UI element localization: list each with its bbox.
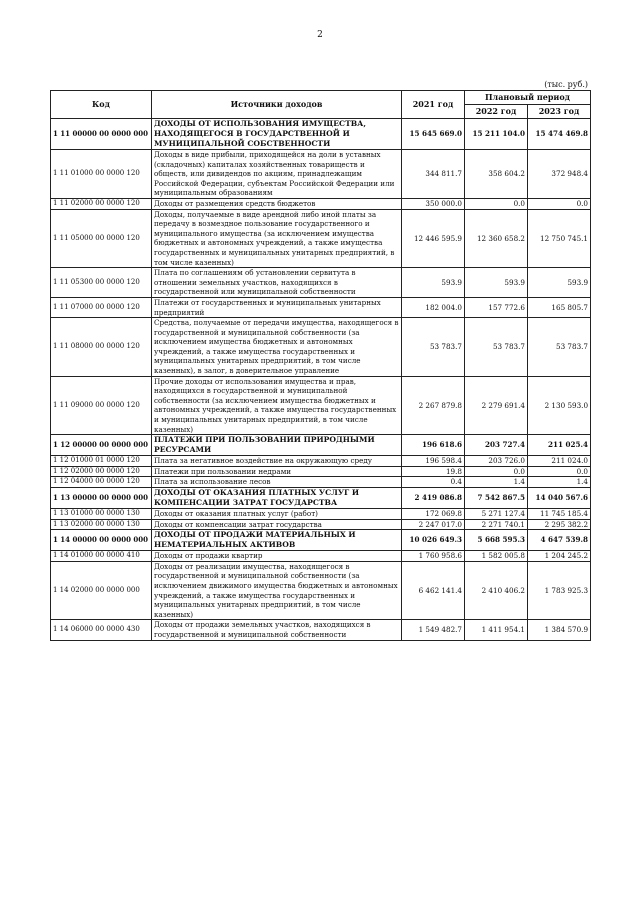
row-code: 1 11 00000 00 0000 000: [51, 119, 152, 150]
row-source: ДОХОДЫ ОТ ПРОДАЖИ МАТЕРИАЛЬНЫХ И НЕМАТЕРИАЛЬНЫХ АКТИВОВ: [152, 530, 402, 551]
row-source: Доходы от размещения средств бюджетов: [152, 198, 402, 209]
row-value-2021: 6 462 141.4: [402, 561, 465, 620]
row-value-2021: 196 598.4: [402, 456, 465, 467]
row-value-2023: 593.9: [528, 268, 591, 298]
header-2023: 2023 год: [528, 105, 591, 119]
row-value-2023: 1 783 925.3: [528, 561, 591, 620]
row-value-2021: 172 069.8: [402, 509, 465, 520]
table-row: [51, 620, 591, 640]
row-value-2023: 12 750 745.1: [528, 209, 591, 268]
row-value-2023: 1.4: [528, 477, 591, 488]
row-code: 1 11 09000 00 0000 120: [51, 376, 152, 435]
header-planned-period: Плановый период: [465, 91, 591, 105]
row-value-2022: 593.9: [465, 268, 528, 298]
row-value-2023: 4 647 539.8: [528, 530, 591, 551]
row-code: 1 11 08000 00 0000 120: [51, 318, 152, 377]
row-source: Доходы в виде прибыли, приходящейся на доли в уставных (складочных) капиталах хозяйственных товариществ и обществ, или дивидендов по акциям, принадлежащим Российской Федерации, субъектам Российской Федерации или муниципальным образованиям: [152, 150, 402, 199]
row-source: Плата за негативное воздействие на окружающую среду: [152, 456, 402, 467]
row-value-2021: 19.8: [402, 466, 465, 477]
row-source: Доходы от реализации имущества, находящегося в государственной и муниципальной собственности (за исключением движимого имущества бюджетных и автономных учреждений, а также имущества государственных и муниципальных унитарных предприятий, в том числе казенных): [152, 561, 402, 620]
row-value-2022: 203 726.0: [465, 456, 528, 467]
row-code: 1 12 00000 00 0000 000: [51, 435, 152, 456]
row-value-2022: 12 360 658.2: [465, 209, 528, 268]
table-header: [51, 91, 591, 119]
row-source: Прочие доходы от использования имущества и прав, находящихся в государственной и муниципальной собственности (за исключением имущества бюджетных и автономных учреждений, а также имущества государственных и муниципальных унитарных предприятий, в том числе казенных): [152, 376, 402, 435]
table-row: [51, 477, 591, 488]
row-value-2021: 2 419 086.8: [402, 488, 465, 509]
row-value-2023: 2 295 382.2: [528, 519, 591, 530]
row-value-2022: 358 604.2: [465, 150, 528, 199]
table-row: [51, 150, 591, 199]
row-source: Доходы от оказания платных услуг (работ): [152, 509, 402, 520]
row-code: 1 11 02000 00 0000 120: [51, 198, 152, 209]
row-source: ДОХОДЫ ОТ ИСПОЛЬЗОВАНИЯ ИМУЩЕСТВА, НАХОДЯЩЕГОСЯ В ГОСУДАРСТВЕННОЙ И МУНИЦИПАЛЬНОЙ СОБСТВЕННОСТИ: [152, 119, 402, 150]
row-source: Доходы от продажи земельных участков, находящихся в государственной и муниципальной собственности: [152, 620, 402, 640]
row-value-2021: 1 760 958.6: [402, 551, 465, 562]
row-code: 1 11 01000 00 0000 120: [51, 150, 152, 199]
row-value-2022: 5 271 127.4: [465, 509, 528, 520]
row-code: 1 11 07000 00 0000 120: [51, 297, 152, 317]
row-value-2023: 0.0: [528, 466, 591, 477]
row-code: 1 13 00000 00 0000 000: [51, 488, 152, 509]
row-code: 1 13 02000 00 0000 130: [51, 519, 152, 530]
row-value-2022: 2 410 406.2: [465, 561, 528, 620]
table-section-row: [51, 530, 591, 551]
row-value-2023: 0.0: [528, 198, 591, 209]
row-value-2022: 1.4: [465, 477, 528, 488]
units-note: (тыс. руб.): [544, 80, 588, 89]
table-row: [51, 198, 591, 209]
row-value-2021: 0.4: [402, 477, 465, 488]
table-row: [51, 509, 591, 520]
row-value-2021: 2 247 017.0: [402, 519, 465, 530]
table-section-row: [51, 488, 591, 509]
table-row: [51, 376, 591, 435]
row-value-2022: 0.0: [465, 198, 528, 209]
header-code: Код: [51, 91, 152, 119]
row-value-2021: 182 004.0: [402, 297, 465, 317]
row-code: 1 11 05000 00 0000 120: [51, 209, 152, 268]
row-source: Платежи от государственных и муниципальных унитарных предприятий: [152, 297, 402, 317]
row-code: 1 14 01000 00 0000 410: [51, 551, 152, 562]
row-code: 1 11 05300 00 0000 120: [51, 268, 152, 298]
table-row: [51, 561, 591, 620]
row-value-2023: 211 024.0: [528, 456, 591, 467]
table-row: [51, 519, 591, 530]
row-code: 1 12 02000 00 0000 120: [51, 466, 152, 477]
header-source: Источники доходов: [152, 91, 402, 119]
row-code: 1 14 06000 00 0000 430: [51, 620, 152, 640]
row-value-2023: 11 745 185.4: [528, 509, 591, 520]
table-row: [51, 209, 591, 268]
row-value-2022: 1 582 005.8: [465, 551, 528, 562]
row-value-2022: 53 783.7: [465, 318, 528, 377]
table-section-row: [51, 119, 591, 150]
row-code: 1 14 02000 00 0000 000: [51, 561, 152, 620]
page-number: 2: [317, 30, 323, 40]
row-code: 1 12 04000 00 0000 120: [51, 477, 152, 488]
row-value-2023: 14 040 567.6: [528, 488, 591, 509]
row-value-2021: 350 000.0: [402, 198, 465, 209]
row-source: Доходы, получаемые в виде арендной либо иной платы за передачу в возмездное пользование государственного и муниципального имущества (за исключением имущества бюджетных и автономных учреждений, а также имущества государственных и муниципальных унитарных предприятий, в том числе казенных): [152, 209, 402, 268]
row-value-2021: 12 446 595.9: [402, 209, 465, 268]
row-value-2022: 203 727.4: [465, 435, 528, 456]
row-value-2023: 15 474 469.8: [528, 119, 591, 150]
row-value-2022: 2 279 691.4: [465, 376, 528, 435]
header-2021: 2021 год: [402, 91, 465, 119]
row-code: 1 12 01000 01 0000 120: [51, 456, 152, 467]
table-row: [51, 318, 591, 377]
table-row: [51, 268, 591, 298]
row-value-2021: 196 618.6: [402, 435, 465, 456]
row-value-2023: 1 204 245.2: [528, 551, 591, 562]
row-value-2023: 53 783.7: [528, 318, 591, 377]
row-value-2021: 15 645 669.0: [402, 119, 465, 150]
row-code: 1 14 00000 00 0000 000: [51, 530, 152, 551]
row-source: Доходы от компенсации затрат государства: [152, 519, 402, 530]
row-value-2021: 1 549 482.7: [402, 620, 465, 640]
row-code: 1 13 01000 00 0000 130: [51, 509, 152, 520]
row-value-2021: 2 267 879.8: [402, 376, 465, 435]
row-value-2021: 593.9: [402, 268, 465, 298]
revenue-table: [50, 90, 591, 641]
row-value-2021: 10 026 649.3: [402, 530, 465, 551]
row-value-2021: 344 811.7: [402, 150, 465, 199]
table-section-row: [51, 435, 591, 456]
table-row: [51, 551, 591, 562]
row-value-2022: 7 542 867.5: [465, 488, 528, 509]
row-value-2023: 1 384 570.9: [528, 620, 591, 640]
row-source: Плата по соглашениям об установлении сервитута в отношении земельных участков, находящихся в государственной или муниципальной собственности: [152, 268, 402, 298]
row-source: ПЛАТЕЖИ ПРИ ПОЛЬЗОВАНИИ ПРИРОДНЫМИ РЕСУРСАМИ: [152, 435, 402, 456]
row-value-2021: 53 783.7: [402, 318, 465, 377]
row-value-2022: 1 411 954.1: [465, 620, 528, 640]
row-value-2022: 0.0: [465, 466, 528, 477]
row-value-2023: 211 025.4: [528, 435, 591, 456]
table-row: [51, 466, 591, 477]
table-row: [51, 297, 591, 317]
row-value-2023: 165 805.7: [528, 297, 591, 317]
row-value-2022: 5 668 595.3: [465, 530, 528, 551]
table-body: [51, 119, 591, 641]
row-source: Средства, получаемые от передачи имущества, находящегося в государственной и муниципальной собственности (за исключением имущества бюджетных и автономных учреждений, а также имущества государственных и муниципальных унитарных предприятий, в том числе казенных), в залог, в доверительное управление: [152, 318, 402, 377]
row-value-2022: 15 211 104.0: [465, 119, 528, 150]
row-value-2022: 157 772.6: [465, 297, 528, 317]
row-value-2022: 2 271 740.1: [465, 519, 528, 530]
row-source: Платежи при пользовании недрами: [152, 466, 402, 477]
row-value-2023: 2 130 593.0: [528, 376, 591, 435]
row-source: ДОХОДЫ ОТ ОКАЗАНИЯ ПЛАТНЫХ УСЛУГ И КОМПЕНСАЦИИ ЗАТРАТ ГОСУДАРСТВА: [152, 488, 402, 509]
table-row: [51, 456, 591, 467]
row-value-2023: 372 948.4: [528, 150, 591, 199]
row-source: Доходы от продажи квартир: [152, 551, 402, 562]
header-2022: 2022 год: [465, 105, 528, 119]
row-source: Плата за использование лесов: [152, 477, 402, 488]
